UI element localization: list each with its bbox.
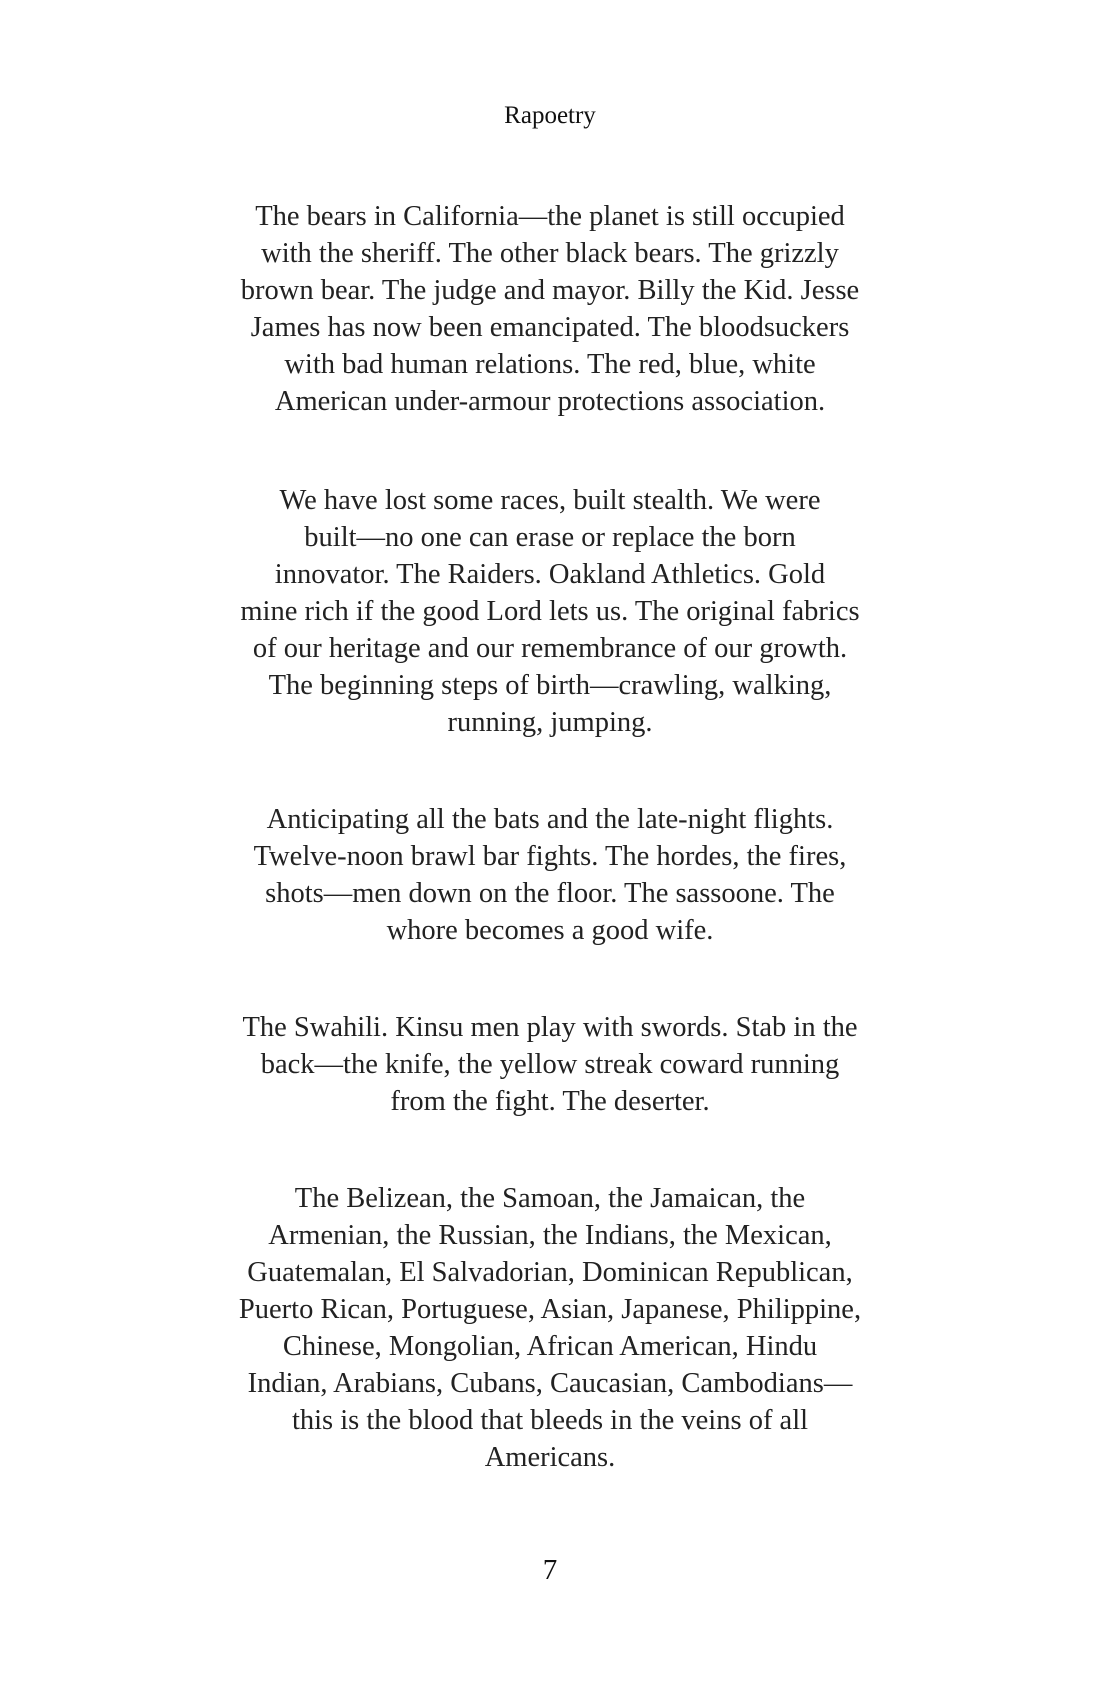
stanza-line: Puerto Rican, Portuguese, Asian, Japanese, Philippine, xyxy=(238,1294,862,1325)
stanza-line: The beginning steps of birth—crawling, walking, xyxy=(268,670,832,701)
stanza-line: Guatemalan, El Salvadorian, Dominican Republican, xyxy=(247,1257,853,1288)
stanza-line: back—the knife, the yellow streak coward running xyxy=(260,1049,840,1080)
stanza-line: The bears in California—the planet is still occupied xyxy=(255,201,845,232)
stanza-line: from the fight. The deserter. xyxy=(390,1086,710,1117)
stanza-line: The Belizean, the Samoan, the Jamaican, the xyxy=(294,1183,806,1214)
stanza-line: of our heritage and our remembrance of our growth. xyxy=(252,633,848,664)
stanza-line: with the sheriff. The other black bears. The grizzly xyxy=(261,238,839,269)
stanza-line: James has now been emancipated. The bloodsuckers xyxy=(250,312,850,343)
stanza-line: brown bear. The judge and mayor. Billy the Kid. Jesse xyxy=(240,275,860,306)
stanza-line: whore becomes a good wife. xyxy=(386,915,714,946)
stanza-line: Chinese, Mongolian, African American, Hindu xyxy=(282,1331,818,1362)
stanza-4 xyxy=(0,1009,1100,1120)
stanza-line: We have lost some races, built stealth. We were xyxy=(279,485,821,516)
stanza-line: American under-armour protections association. xyxy=(274,386,826,417)
stanza-line: built—no one can erase or replace the born xyxy=(304,522,796,553)
stanza-line: shots—men down on the floor. The sassoone. The xyxy=(265,878,835,909)
stanza-line: The Swahili. Kinsu men play with swords. Stab in the xyxy=(242,1012,858,1043)
stanza-line: Anticipating all the bats and the late-night flights. xyxy=(266,804,834,835)
stanza-1 xyxy=(0,198,1100,420)
stanza-line: this is the blood that bleeds in the veins of all xyxy=(291,1405,809,1436)
page-number: 7 xyxy=(542,1554,558,1586)
stanza-2 xyxy=(0,482,1100,741)
stanza-line: innovator. The Raiders. Oakland Athletics. Gold xyxy=(274,559,826,590)
stanza-line: Indian, Arabians, Cubans, Caucasian, Cambodians— xyxy=(247,1368,853,1399)
stanza-5 xyxy=(0,1180,1100,1476)
stanza-3 xyxy=(0,801,1100,949)
stanza-line: Twelve-noon brawl bar fights. The hordes, the fires, xyxy=(253,841,847,872)
stanza-line: Armenian, the Russian, the Indians, the Mexican, xyxy=(268,1220,832,1251)
stanza-line: Americans. xyxy=(484,1442,616,1473)
stanza-line: running, jumping. xyxy=(447,707,653,738)
running-header: Rapoetry xyxy=(504,102,596,129)
stanza-line: with bad human relations. The red, blue, white xyxy=(284,349,816,380)
stanza-line: mine rich if the good Lord lets us. The original fabrics xyxy=(240,596,860,627)
